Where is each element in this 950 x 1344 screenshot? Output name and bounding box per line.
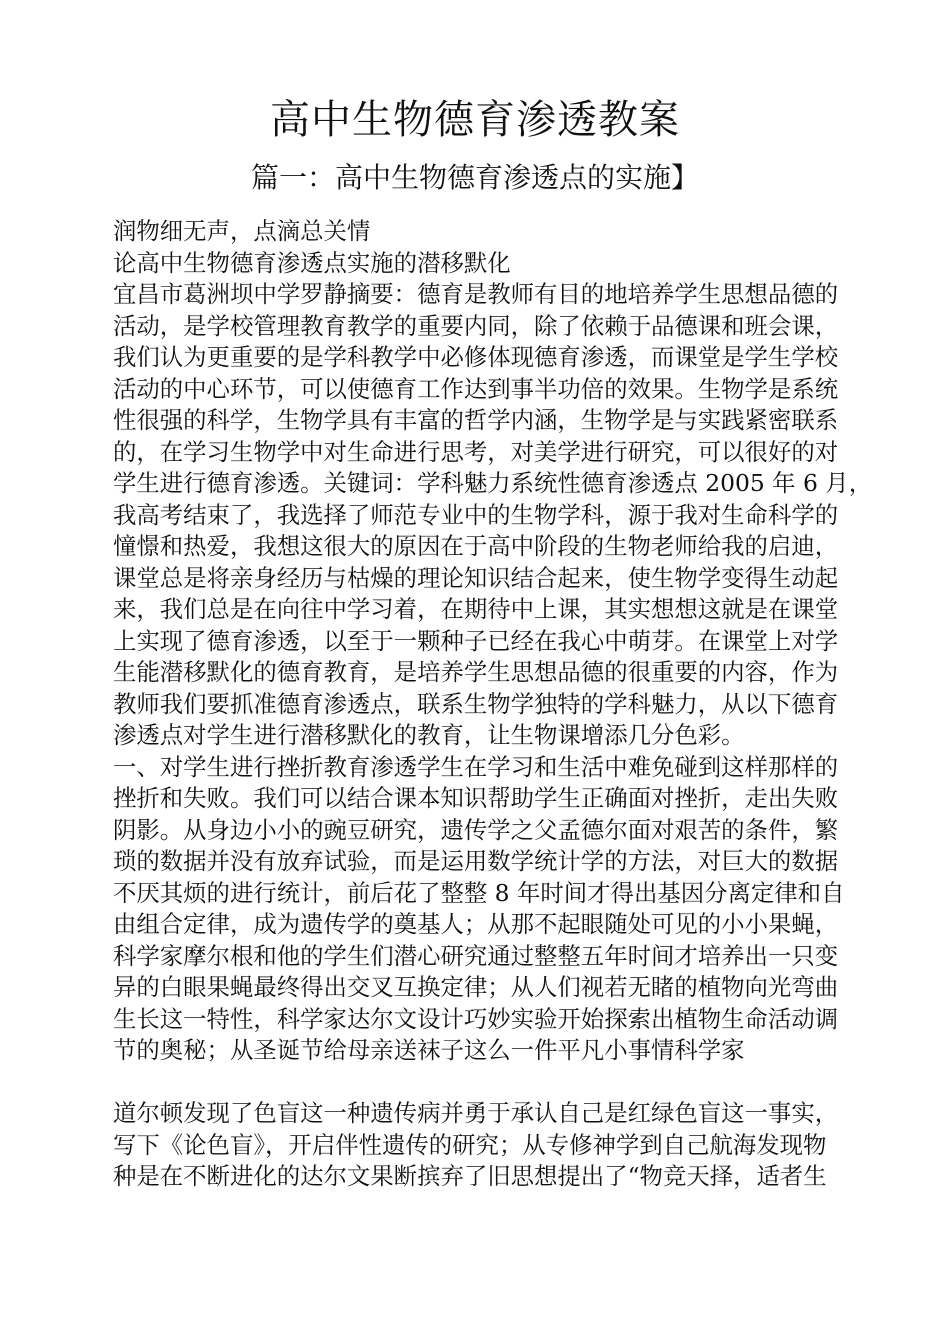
text-line: 活动，是学校管理教育教学的重要内同，除了依赖于品德课和班会课， [113,311,839,340]
text-line: 教师我们要抓准德育渗透点，联系生物学独特的学科魅力，从以下德育 [113,689,839,718]
text-line: 活动的中心环节，可以使德育工作达到事半功倍的效果。生物学是系统 [113,374,839,403]
body-text [113,216,873,1067]
text-line: 一、对学生进行挫折教育渗透学生在学习和生活中难免碰到这样那样的 [113,752,839,781]
text-line: 种是在不断进化的达尔文果断摈弃了旧思想提出了“物竞天择，适者生 [113,1162,827,1190]
text-line: 不厌其烦的进行统计，前后花了整整 8 年时间才得出基因分离定律和自 [113,878,845,907]
text-line: 节的奥秘；从圣诞节给母亲送袜子这么一件平凡小事情科学家 [113,1036,745,1064]
text-line: 我高考结束了，我选择了师范专业中的生物学科，源于我对生命科学的 [113,500,839,529]
text-line: 渗透点对学生进行潜移默化的教育，让生物课增添几分色彩。 [113,721,745,749]
text-line: 来，我们总是在向往中学习着，在期待中上课，其实想想这就是在课堂 [113,595,839,623]
text-line: 憧憬和热爱，我想这很大的原因在于高中阶段的生物老师给我的启迪， [113,532,839,560]
text-line: 润物细无声，点滴总关情 [113,217,371,245]
text-line: 挫折和失败。我们可以结合课本知识帮助学生正确面对挫折，走出失败 [113,784,839,812]
text-line: 课堂总是将亲身经历与枯燥的理论知识结合起来，使生物学变得生动起 [113,563,839,592]
text-line: 科学家摩尔根和他的学生们潜心研究通过整整五年时间才培养出一只变 [113,941,839,970]
text-line: 道尔顿发现了色盲这一种遗传病并勇于承认自己是红绿色盲这一事实， [113,1099,839,1127]
text-line: 生能潜移默化的德育教育，是培养学生思想品德的很重要的内容，作为 [113,658,839,686]
body-text-continued [113,1098,841,1193]
document-title: 高中生物德育渗透教案 [270,97,680,143]
text-line: 写下《论色盲》，开启伴性遗传的研究；从专修神学到自己航海发现物 [113,1130,827,1159]
text-line: 学生进行德育渗透。关键词：学科魅力系统性德育渗透点 2005 年 6 月， [113,469,873,497]
text-line: 异的白眼果蝇最终得出交叉互换定律；从人们视若无睹的植物向光弯曲 [113,973,839,1001]
text-line: 由组合定律，成为遗传学的奠基人；从那不起眼随处可见的小小果蝇， [113,910,839,938]
text-line: 上实现了德育渗透，以至于一颗种子已经在我心中萌芽。在课堂上对学 [113,626,839,655]
document-subtitle: 篇一：高中生物德育渗透点的实施】 [250,161,699,194]
text-line: 论高中生物德育渗透点实施的潜移默化 [113,248,511,277]
text-line: 宜昌市葛洲坝中学罗静摘要：德育是教师有目的地培养学生思想品德的 [113,280,839,308]
text-line: 生长这一特性，科学家达尔文设计巧妙实验开始探索出植物生命活动调 [113,1004,839,1033]
text-line: 的，在学习生物学中对生命进行思考，对美学进行研究，可以很好的对 [113,437,839,466]
text-line: 性很强的科学，生物学具有丰富的哲学内涵，生物学是与实践紧密联系 [113,406,839,434]
text-line: 我们认为更重要的是学科教学中必修体现德育渗透，而课堂是学生学校 [113,343,839,371]
text-line: 阴影。从身边小小的豌豆研究，遗传学之父孟德尔面对艰苦的条件，繁 [113,815,839,844]
text-line: 琐的数据并没有放弃试验，而是运用数学统计学的方法，对巨大的数据 [113,847,839,875]
